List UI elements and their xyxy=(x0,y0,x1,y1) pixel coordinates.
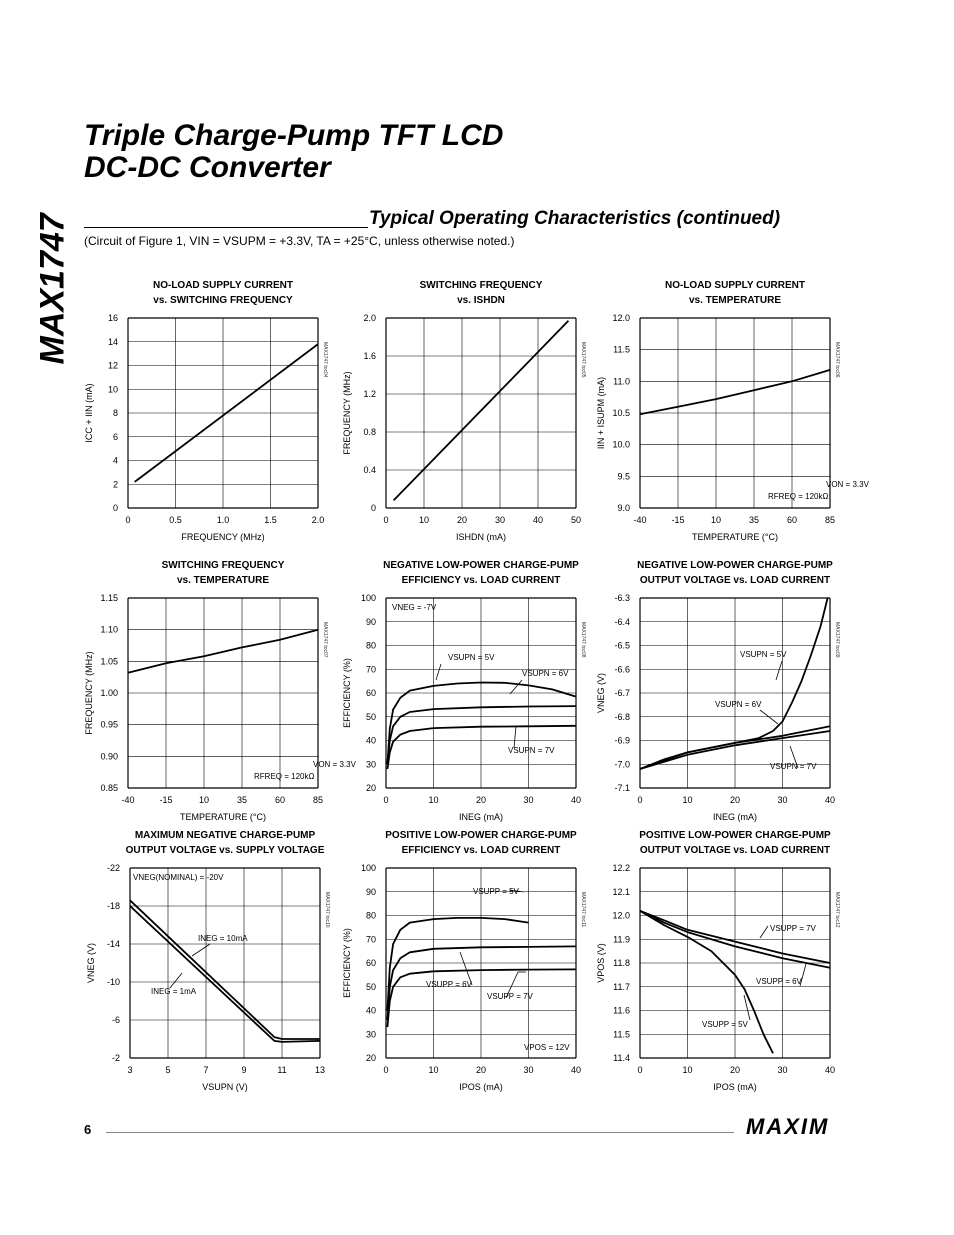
chart-annotation: VSUPN = 5V xyxy=(740,650,787,659)
x-axis-label: INEG (mA) xyxy=(459,812,503,822)
y-tick-label: -7.1 xyxy=(614,783,630,793)
y-tick-label: 8 xyxy=(112,408,118,418)
figure-code: MAX1747 toc07 xyxy=(322,622,328,658)
y-axis-label: VNEG (V) xyxy=(596,672,606,714)
x-tick-label: 40 xyxy=(824,1065,836,1075)
series-line xyxy=(640,370,830,414)
annotation-arrow xyxy=(436,664,441,680)
chart-title-line: vs. TEMPERATURE xyxy=(176,575,270,586)
annotation-arrow xyxy=(776,661,782,680)
y-tick-label: 30 xyxy=(365,1029,376,1040)
y-tick-label: 11.7 xyxy=(613,981,630,992)
series-line xyxy=(387,706,576,764)
chart-annotation: VSUPN = 5V xyxy=(448,653,495,662)
y-tick-label: 20 xyxy=(365,783,376,793)
chart-annotation: RFREQ = 120kΩ xyxy=(768,492,829,501)
y-tick-label: 16 xyxy=(107,313,118,323)
chart-title-line: EFFICIENCY vs. LOAD CURRENT xyxy=(401,845,561,856)
annotation-arrow xyxy=(192,944,210,956)
title-line-1: Triple Charge-Pump TFT LCD xyxy=(84,119,504,152)
x-tick-label: 20 xyxy=(475,1065,487,1075)
chart-annotation: RFREQ = 120kΩ xyxy=(254,772,315,781)
y-tick-label: 2.0 xyxy=(363,313,376,323)
y-tick-label: 11.8 xyxy=(613,958,630,968)
y-tick-label: -10 xyxy=(106,977,120,987)
chart-title-line: SWITCHING FREQUENCY xyxy=(419,280,543,291)
figure-code: MAX1747 toc05 xyxy=(580,342,586,378)
chart-svg xyxy=(580,558,850,828)
chart-annotation: VSUPP = 6V xyxy=(756,977,802,986)
x-tick-label: 85 xyxy=(312,795,324,805)
page-number: 6 xyxy=(84,1122,92,1137)
y-axis-label: EFFICIENCY (%) xyxy=(342,928,352,998)
y-tick-label: 1.2 xyxy=(363,389,376,399)
series-line xyxy=(387,946,576,1020)
x-tick-label: 20 xyxy=(729,1065,741,1075)
chart-title-line: NO-LOAD SUPPLY CURRENT xyxy=(152,280,294,291)
y-tick-label: 20 xyxy=(365,1053,376,1063)
chart-annotation: INEG = 1mA xyxy=(151,987,197,996)
y-tick-label: -6 xyxy=(111,1015,120,1025)
footer-rule xyxy=(106,1132,734,1133)
x-tick-label: 30 xyxy=(523,1065,534,1075)
x-tick-label: -15 xyxy=(159,795,173,805)
chart-frequency-vs-ishdn xyxy=(326,278,596,548)
chart-svg xyxy=(68,278,338,548)
chart-svg xyxy=(326,828,596,1098)
x-tick-label: 40 xyxy=(570,1065,582,1075)
y-tick-label: 11.9 xyxy=(613,934,630,945)
section-rule xyxy=(84,227,368,228)
y-axis-label: EFFICIENCY (%) xyxy=(342,658,352,728)
x-tick-label: 1.5 xyxy=(264,515,277,525)
figure-code: MAX1747 toc12 xyxy=(834,892,840,928)
chart-supply-current-vs-temperature xyxy=(580,278,869,548)
chart-title-line: OUTPUT VOLTAGE vs. LOAD CURRENT xyxy=(639,845,831,856)
y-tick-label: -22 xyxy=(106,863,120,873)
series-line xyxy=(387,969,576,1027)
part-number-side-label xyxy=(33,205,73,365)
y-tick-label: 0.4 xyxy=(363,465,376,475)
chart-annotation: VON = 3.3V xyxy=(826,480,869,489)
x-tick-label: -40 xyxy=(121,795,135,805)
y-tick-label: 70 xyxy=(365,934,376,945)
annotation-arrow xyxy=(760,926,768,938)
x-tick-label: 40 xyxy=(532,515,544,525)
chart-pos-efficiency-vs-load xyxy=(326,828,596,1098)
chart-title-line: NO-LOAD SUPPLY CURRENT xyxy=(664,280,806,291)
series-line xyxy=(640,911,773,1054)
x-tick-label: 10 xyxy=(682,1065,693,1075)
chart-annotation: VSUPP = 5V xyxy=(702,1020,748,1029)
x-tick-label: 3 xyxy=(127,1065,133,1075)
y-tick-label: 50 xyxy=(365,711,376,722)
section-title: Typical Operating Characteristics (continued) xyxy=(369,208,781,229)
chart-annotation: VNEG(NOMINAL) = -20V xyxy=(133,873,224,882)
x-tick-label: 20 xyxy=(456,515,468,525)
chart-title-line: vs. ISHDN xyxy=(457,295,505,306)
y-tick-label: 70 xyxy=(365,664,376,675)
x-tick-label: 11 xyxy=(277,1065,287,1075)
y-tick-label: 11.5 xyxy=(613,1029,630,1040)
y-tick-label: 100 xyxy=(360,863,376,873)
y-tick-label: 60 xyxy=(365,958,376,968)
figure-code: MAX1747 toc06 xyxy=(834,342,840,378)
x-tick-label: 0 xyxy=(125,515,131,525)
x-tick-label: 30 xyxy=(777,795,788,805)
chart-title-line: POSITIVE LOW-POWER CHARGE-PUMP xyxy=(385,830,577,841)
x-tick-label: -40 xyxy=(633,515,647,525)
x-axis-label: VSUPN (V) xyxy=(202,1082,248,1092)
x-axis-label: FREQUENCY (MHz) xyxy=(181,532,265,542)
y-axis-label: FREQUENCY (MHz) xyxy=(84,651,94,735)
y-tick-label: 0.90 xyxy=(100,751,118,762)
y-tick-label: 60 xyxy=(365,688,376,698)
y-tick-label: -6.9 xyxy=(614,735,630,746)
y-tick-label: 6 xyxy=(112,431,118,442)
y-tick-label: 90 xyxy=(365,616,376,627)
y-tick-label: -2 xyxy=(111,1053,120,1063)
x-axis-label: ISHDN (mA) xyxy=(456,532,506,542)
title-line-2: DC-DC Converter xyxy=(84,151,331,184)
x-tick-label: 1.0 xyxy=(216,515,230,525)
x-tick-label: 10 xyxy=(682,795,693,805)
y-tick-label: 0.95 xyxy=(100,719,118,730)
chart-annotation: INEG = 10mA xyxy=(198,934,248,943)
x-tick-label: 0 xyxy=(383,515,389,525)
chart-pos-output-vs-load xyxy=(580,828,850,1098)
y-tick-label: 1.6 xyxy=(363,351,376,361)
y-tick-label: 40 xyxy=(365,735,376,746)
chart-svg xyxy=(326,278,596,548)
y-tick-label: 11.4 xyxy=(613,1053,630,1063)
chart-annotation: VSUPN = 7V xyxy=(508,746,555,755)
y-tick-label: -6.5 xyxy=(614,640,630,651)
y-tick-label: 12.0 xyxy=(612,313,630,323)
chart-annotation: VSUPN = 6V xyxy=(522,669,569,678)
x-axis-label: TEMPERATURE (°C) xyxy=(180,812,266,822)
x-tick-label: -15 xyxy=(671,515,685,525)
chart-annotation: VNEG = -7V xyxy=(392,603,437,612)
y-tick-label: 11.0 xyxy=(613,376,630,387)
annotation-arrow xyxy=(514,726,516,748)
y-axis-label: VPOS (V) xyxy=(596,943,606,983)
chart-annotation: VSUPP = 7V xyxy=(770,924,816,933)
y-tick-label: 40 xyxy=(365,1005,376,1016)
y-tick-label: 0.8 xyxy=(363,427,376,437)
x-tick-label: 7 xyxy=(203,1065,209,1075)
chart-annotation: VON = 3.3V xyxy=(313,760,356,769)
y-tick-label: 80 xyxy=(365,910,376,921)
y-tick-label: -6.3 xyxy=(614,593,630,603)
y-axis-label: VNEG (V) xyxy=(86,942,96,984)
y-tick-label: 0 xyxy=(112,503,118,513)
x-tick-label: 40 xyxy=(824,795,836,805)
series-line xyxy=(130,900,320,1039)
x-tick-label: 50 xyxy=(570,515,582,525)
x-tick-label: 13 xyxy=(314,1065,326,1075)
y-tick-label: 11.5 xyxy=(613,344,630,355)
y-tick-label: 50 xyxy=(365,981,376,992)
y-tick-label: 100 xyxy=(360,593,376,603)
chart-annotation: VSUPN = 6V xyxy=(715,700,762,709)
x-tick-label: 0 xyxy=(637,795,643,805)
chart-title-line: vs. SWITCHING FREQUENCY xyxy=(153,295,293,306)
x-tick-label: 60 xyxy=(786,515,798,525)
x-tick-label: 35 xyxy=(236,795,248,805)
x-tick-label: 30 xyxy=(523,795,534,805)
x-tick-label: 30 xyxy=(777,1065,788,1075)
chart-svg xyxy=(580,278,869,548)
x-tick-label: 20 xyxy=(475,795,487,805)
figure-code: MAX1747 toc10 xyxy=(324,892,330,928)
y-tick-label: -18 xyxy=(106,901,120,911)
y-tick-label: 9.0 xyxy=(617,503,630,513)
y-tick-label: 30 xyxy=(365,759,376,770)
y-tick-label: 80 xyxy=(365,640,376,651)
y-tick-label: -6.8 xyxy=(614,711,630,722)
chart-max-neg-output-vs-supply xyxy=(70,828,340,1098)
y-tick-label: 9.5 xyxy=(617,471,630,482)
x-tick-label: 0.5 xyxy=(169,515,182,525)
x-tick-label: 0 xyxy=(383,1065,389,1075)
y-tick-label: 1.00 xyxy=(100,688,118,698)
figure-code: MAX1747 toc11 xyxy=(580,892,586,928)
chart-svg xyxy=(580,828,850,1098)
x-tick-label: 20 xyxy=(729,795,741,805)
x-tick-label: 30 xyxy=(494,515,506,525)
y-tick-label: 1.10 xyxy=(100,624,118,635)
chart-svg xyxy=(326,558,596,828)
chart-title-line: EFFICIENCY vs. LOAD CURRENT xyxy=(401,575,561,586)
x-axis-label: IPOS (mA) xyxy=(459,1082,503,1092)
y-tick-label: 12.0 xyxy=(612,910,630,921)
series-line xyxy=(128,630,318,673)
chart-supply-current-vs-frequency xyxy=(68,278,338,548)
y-tick-label: 4 xyxy=(112,455,118,466)
chart-annotation: VPOS = 12V xyxy=(524,1043,570,1052)
chart-annotation: VSUPP = 5V xyxy=(473,887,519,896)
chart-title-line: NEGATIVE LOW-POWER CHARGE-PUMP xyxy=(637,560,833,571)
series-line xyxy=(394,321,569,501)
y-tick-label: 2 xyxy=(112,479,118,490)
y-tick-label: 0 xyxy=(370,503,376,513)
x-tick-label: 10 xyxy=(428,1065,439,1075)
x-tick-label: 10 xyxy=(418,515,430,525)
y-tick-label: -6.7 xyxy=(614,688,630,698)
x-tick-label: 0 xyxy=(637,1065,643,1075)
y-tick-label: 12.2 xyxy=(612,863,630,873)
chart-svg xyxy=(70,828,340,1098)
test-conditions: (Circuit of Figure 1, VIN = VSUPM = +3.3V, TA = +25°C, unless otherwise noted.) xyxy=(84,234,515,248)
y-tick-label: 12 xyxy=(107,360,118,371)
chart-title-line: POSITIVE LOW-POWER CHARGE-PUMP xyxy=(639,830,831,841)
x-tick-label: 60 xyxy=(274,795,286,805)
chart-title-line: vs. TEMPERATURE xyxy=(688,295,782,306)
document-title xyxy=(84,120,503,184)
y-tick-label: 12.1 xyxy=(612,886,630,897)
chart-annotation: VSUPP = 7V xyxy=(487,992,533,1001)
y-tick-label: -6.4 xyxy=(614,616,630,627)
y-axis-label: ICC + IIN (mA) xyxy=(84,383,94,443)
chart-title-line: OUTPUT VOLTAGE vs. SUPPLY VOLTAGE xyxy=(125,845,325,856)
maxim-logo: MAXIM xyxy=(746,1114,830,1139)
x-tick-label: 10 xyxy=(710,515,722,525)
x-tick-label: 85 xyxy=(824,515,836,525)
annotation-arrow xyxy=(170,973,182,988)
y-tick-label: -7.0 xyxy=(614,759,630,770)
y-axis-label: FREQUENCY (MHz) xyxy=(342,371,352,455)
chart-neg-efficiency-vs-load xyxy=(326,558,596,828)
x-tick-label: 10 xyxy=(428,795,439,805)
x-tick-label: 2.0 xyxy=(311,515,325,525)
y-tick-label: 0.85 xyxy=(100,783,118,793)
x-tick-label: 9 xyxy=(241,1065,247,1075)
x-tick-label: 5 xyxy=(165,1065,171,1075)
x-axis-label: TEMPERATURE (°C) xyxy=(692,532,778,542)
annotation-arrow xyxy=(510,680,522,694)
figure-code: MAX1747 toc09 xyxy=(834,622,840,658)
chart-annotation: VSUPN = 7V xyxy=(770,762,817,771)
figure-code: MAX1747 toc08 xyxy=(580,622,586,658)
y-tick-label: 90 xyxy=(365,886,376,897)
figure-code: MAX1747 toc04 xyxy=(322,342,328,378)
y-tick-label: 11.6 xyxy=(613,1005,630,1016)
x-axis-label: INEG (mA) xyxy=(713,812,757,822)
y-tick-label: -14 xyxy=(106,939,120,949)
chart-title-line: OUTPUT VOLTAGE vs. LOAD CURRENT xyxy=(639,575,831,586)
x-axis-label: IPOS (mA) xyxy=(713,1082,757,1092)
chart-title-line: SWITCHING FREQUENCY xyxy=(161,560,285,571)
x-tick-label: 10 xyxy=(198,795,210,805)
chart-annotation: VSUPP = 6V xyxy=(426,980,472,989)
part-number-text: MAX1747 xyxy=(33,213,72,365)
x-tick-label: 35 xyxy=(748,515,760,525)
y-tick-label: 14 xyxy=(107,336,118,347)
chart-title-line: NEGATIVE LOW-POWER CHARGE-PUMP xyxy=(383,560,579,571)
chart-title-line: MAXIMUM NEGATIVE CHARGE-PUMP xyxy=(134,830,316,841)
y-tick-label: 10 xyxy=(107,384,118,395)
y-tick-label: 1.15 xyxy=(100,593,118,603)
x-tick-label: 0 xyxy=(383,795,389,805)
chart-neg-output-vs-load xyxy=(580,558,850,828)
y-tick-label: 10.5 xyxy=(612,408,630,418)
y-tick-label: -6.6 xyxy=(614,664,630,675)
x-tick-label: 40 xyxy=(570,795,582,805)
y-axis-label: IIN + ISUPM (mA) xyxy=(596,376,606,450)
y-tick-label: 1.05 xyxy=(100,656,118,667)
y-tick-label: 10.0 xyxy=(612,439,630,450)
